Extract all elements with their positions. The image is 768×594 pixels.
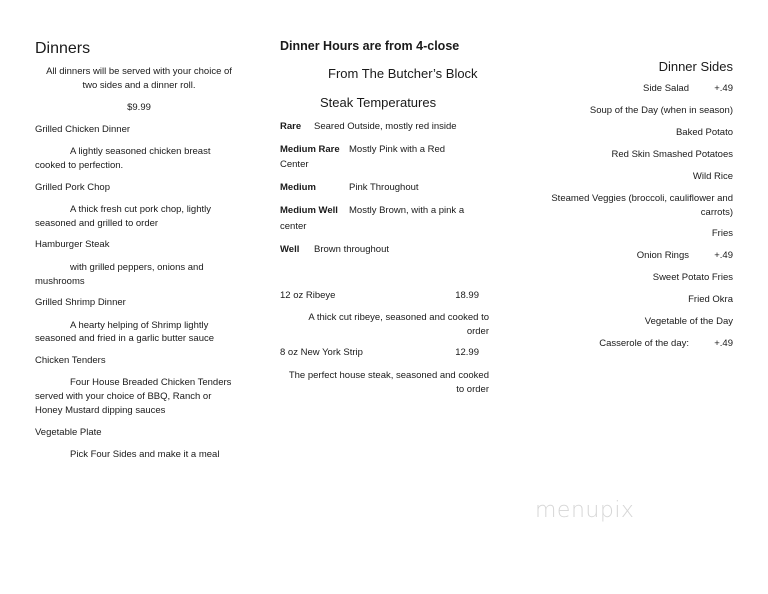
dinner-item-desc: Pick Four Sides and make it a meal [70, 449, 220, 460]
dinner-item-desc: A thick fresh cut pork chop, lightly [70, 204, 211, 215]
side-name: Fried Okra [688, 294, 733, 305]
dinner-item-desc: Four House Breaded Chicken Tenders [70, 377, 232, 388]
side-name: Wild Rice [692, 171, 733, 182]
steak-temp-desc: Mostly Pink with a Red [349, 144, 446, 155]
steak-desc: The perfect house steak, seasoned and cooked [288, 370, 489, 381]
steak-name: 12 oz Ribeye [280, 290, 336, 301]
dinner-item-desc: served with your choice of BBQ, Ranch or [35, 391, 212, 402]
dinner-item-desc: seasoned and grilled to order [35, 218, 159, 229]
dinner-item-desc: seasoned and fried in a garlic butter sauce [35, 333, 215, 344]
dinner-item-name: Vegetable Plate [35, 427, 102, 438]
side-name: Fries [711, 228, 733, 239]
steak-temp-desc: Seared Outside, mostly red inside [314, 121, 457, 132]
dinner-hours: Dinner Hours are from 4-close [280, 39, 460, 53]
side-name: Red Skin Smashed Potatoes [611, 149, 733, 160]
steak-temp-desc: Center [280, 159, 309, 170]
dinner-item-desc: A lightly seasoned chicken breast [70, 146, 211, 157]
side-name: Side Salad [643, 83, 689, 94]
steak-desc: A thick cut ribeye, seasoned and cooked to [308, 312, 489, 323]
dinner-item-name: Grilled Chicken Dinner [35, 124, 131, 135]
steak-desc: order [466, 326, 489, 337]
dinners-intro: two sides and a dinner roll. [82, 80, 196, 91]
steak-temp-desc: center [280, 221, 307, 232]
steak-temperatures-title: Steak Temperatures [320, 95, 437, 110]
side-price: +.49 [714, 338, 733, 349]
side-name: Vegetable of the Day [644, 316, 733, 327]
dinner-sides-title: Dinner Sides [658, 59, 733, 74]
side-name: Onion Rings [636, 250, 689, 261]
dinner-item-desc: with grilled peppers, onions and [70, 262, 204, 273]
side-name: Sweet Potato Fries [652, 272, 733, 283]
steak-name: 8 oz New York Strip [280, 347, 363, 358]
dinners-intro: All dinners will be served with your choice of [46, 66, 232, 77]
steak-temp-desc: Pink Throughout [349, 182, 419, 193]
steak-desc: to order [456, 384, 489, 395]
dinner-item-desc: cooked to perfection. [35, 160, 124, 171]
steak-temp-name: Medium [280, 182, 316, 193]
side-name: carrots) [700, 207, 733, 218]
dinner-item-desc: mushrooms [35, 276, 85, 287]
steak-temp-desc: Mostly Brown, with a pink a [349, 205, 465, 216]
steak-price: 18.99 [455, 290, 479, 301]
side-name: Steamed Veggies (broccoli, cauliflower and [551, 193, 733, 204]
steak-temp-desc: Brown throughout [314, 244, 389, 255]
dinner-item-desc: Honey Mustard dipping sauces [35, 405, 166, 416]
steak-temp-name: Rare [280, 121, 302, 132]
steak-temp-name: Medium Rare [280, 144, 340, 155]
dinner-item-desc: A hearty helping of Shrimp lightly [70, 320, 209, 331]
side-name: Casserole of the day: [599, 338, 689, 349]
side-name: Baked Potato [675, 127, 733, 138]
steak-price: 12.99 [455, 347, 479, 358]
dinner-item-name: Grilled Pork Chop [35, 182, 110, 193]
dinner-item-name: Chicken Tenders [35, 355, 106, 366]
steak-temp-name: Well [280, 244, 300, 255]
dinner-item-name: Hamburger Steak [35, 239, 110, 250]
dinner-item-name: Grilled Shrimp Dinner [35, 297, 126, 308]
side-price: +.49 [714, 250, 733, 261]
steak-temp-name: Medium Well [280, 205, 338, 216]
side-name: Soup of the Day (when in season) [589, 105, 733, 116]
dinners-price: $9.99 [127, 102, 151, 113]
watermark-logo: menupix [535, 498, 635, 523]
side-price: +.49 [714, 83, 733, 94]
butchers-block-title: From The Butcher’s Block [328, 66, 478, 81]
dinners-title: Dinners [35, 40, 91, 57]
